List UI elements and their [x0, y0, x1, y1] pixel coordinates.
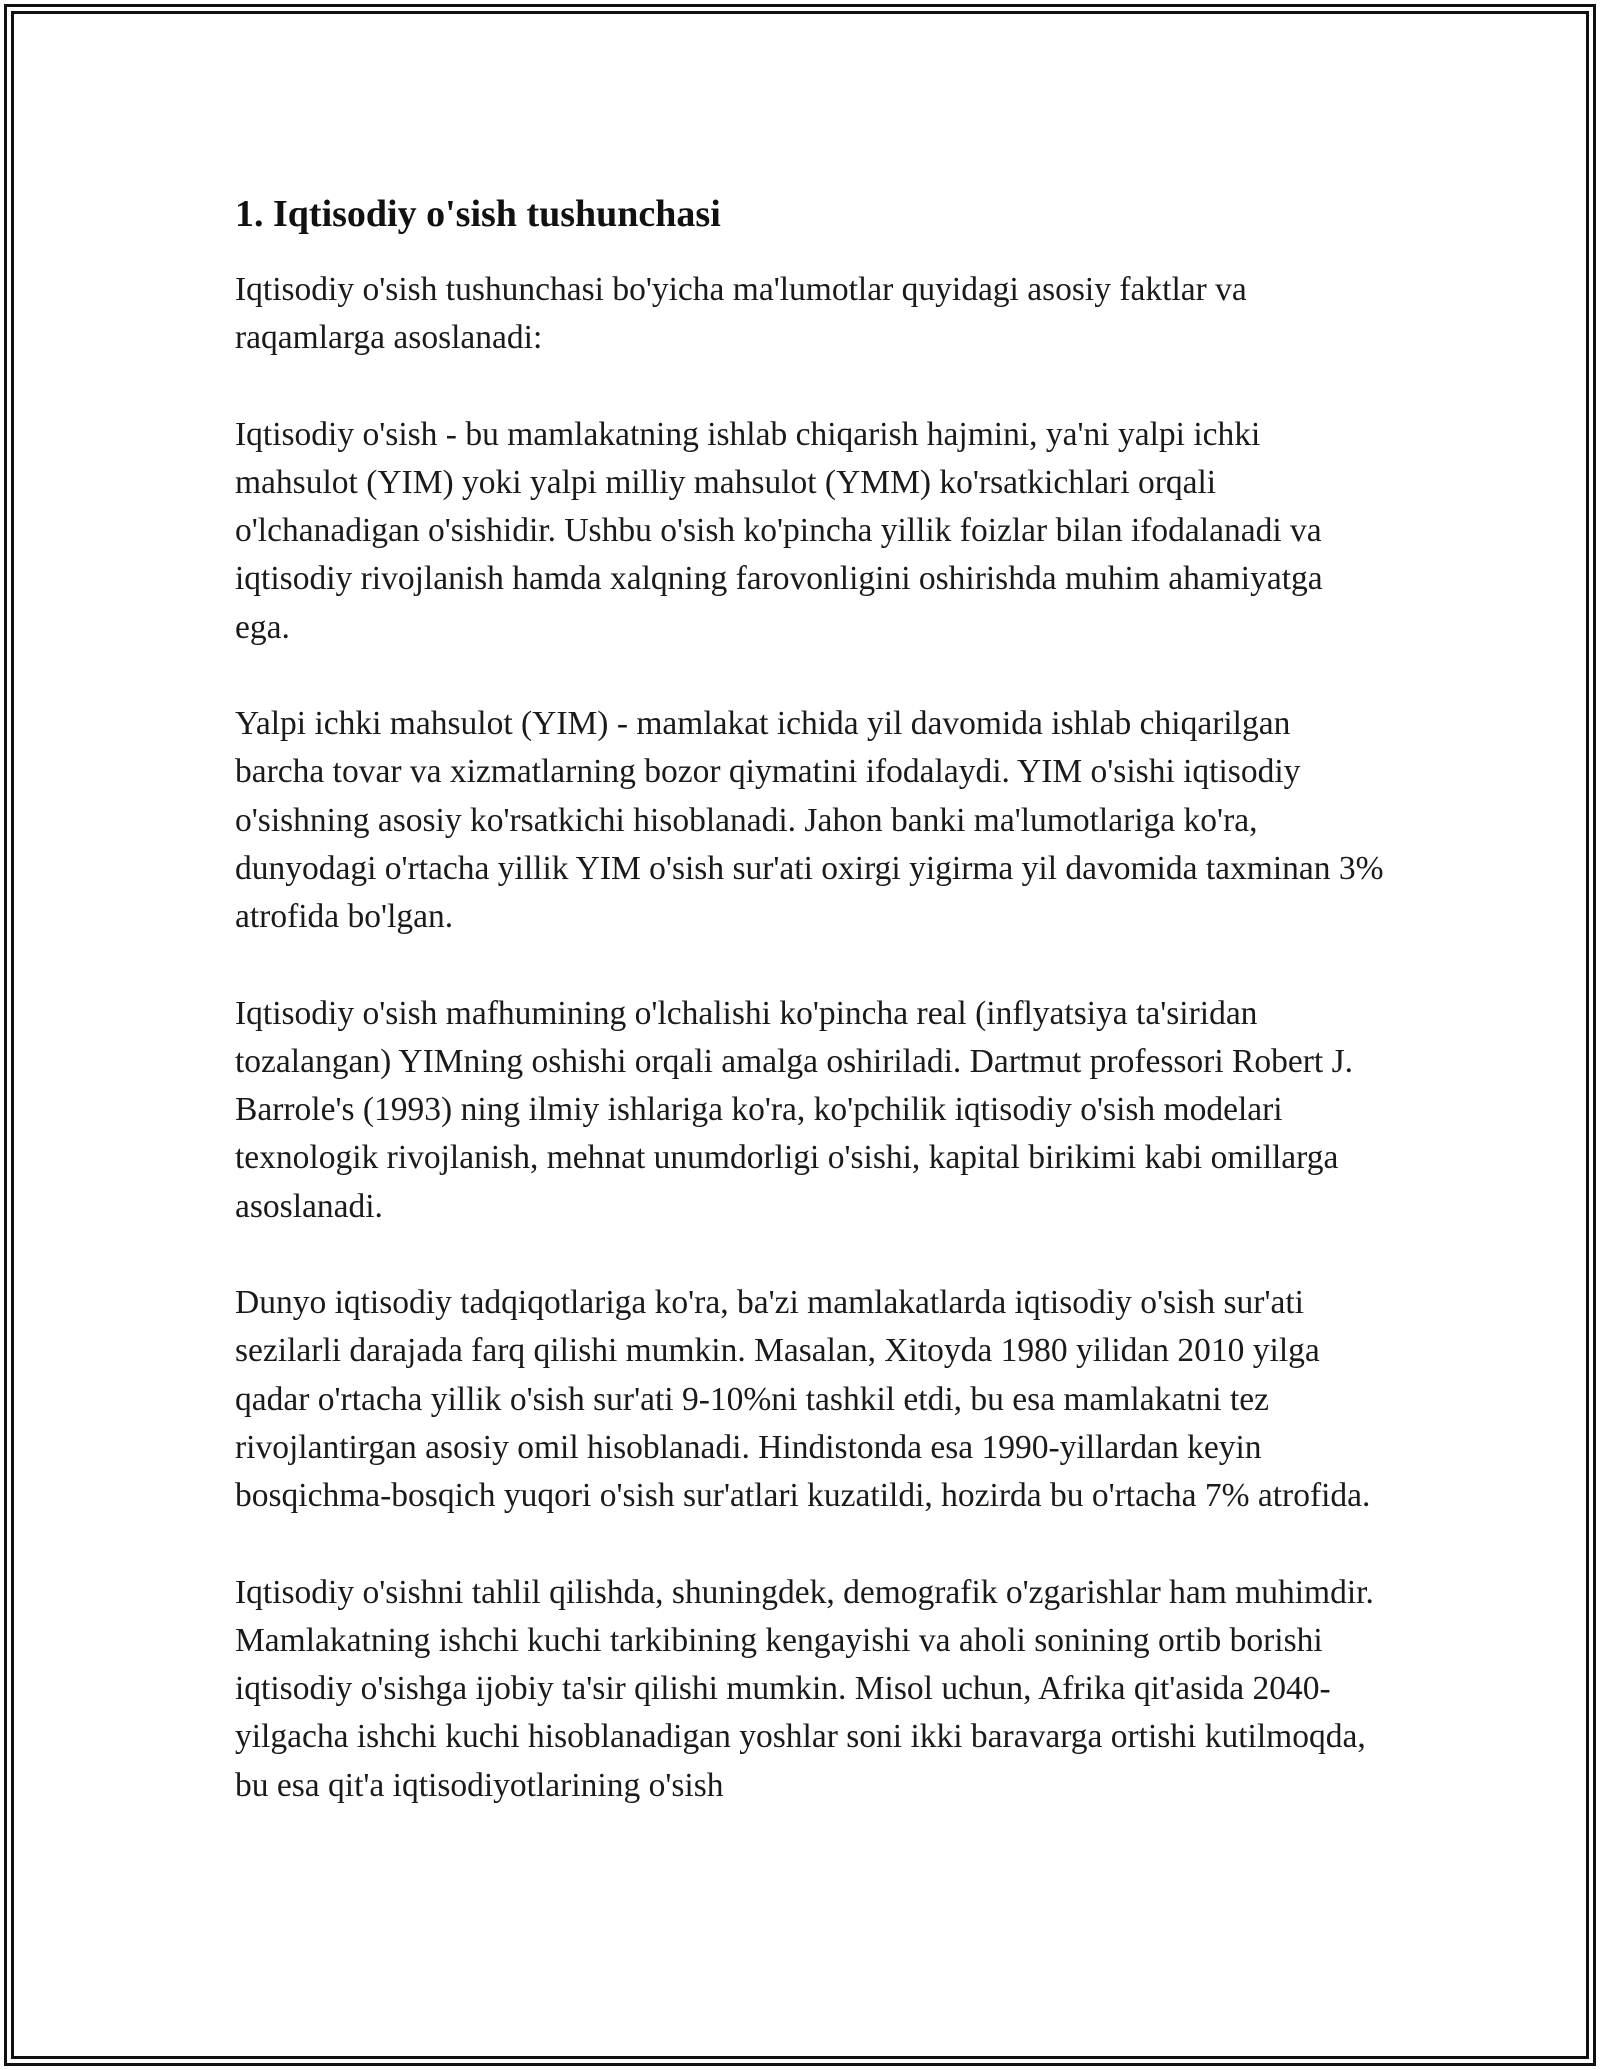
- paragraph-gdp: Yalpi ichki mahsulot (YIM) - mamlakat ichida yil davomida ishlab chiqarilgan barcha tovar va xizmatlarning bozor qiymatini ifodalaydi. YIM o'sishi iqtisodiy o'sishning asosiy ko'rsatkichi hisoblanadi. Jahon banki ma'lumotlariga ko'ra, dunyodagi o'rtacha yillik YIM o'sish sur'ati oxirgi yigirma yil davomida taxminan 3% atrofida bo'lgan.: [235, 705, 1384, 936]
- section-heading: 1. Iqtisodiy o'sish tushunchasi: [235, 193, 721, 235]
- paragraph-measurement: Iqtisodiy o'sish mafhumining o'lchalishi ko'pincha real (inflyatsiya ta'siridan tozalangan) YIMning oshishi orqali amalga oshiriladi. Dartmut professori Robert J. Barrole's (1993) ning ilmiy ishlariga ko'ra, ko'pchilik iqtisodiy o'sish modelari texnologik rivojlanish, mehnat unumdorligi o'sishi, kapital birikimi kabi omillarga asoslanadi.: [235, 994, 1353, 1225]
- paragraph-demographics: Iqtisodiy o'sishni tahlil qilishda, shuningdek, demografik o'zgarishlar ham muhimdir. Mamlakatning ishchi kuchi tarkibining kengayishi va aholi sonining ortib borishi iqtisodiy o'sishga ijobiy ta'sir qilishi mumkin. Misol uchun, Afrika qit'asida 2040-yilgacha ishchi kuchi hisoblanadigan yoshlar soni ikki baravarga ortishi kutilmoqda, bu esa qit'a iqtisodiyotlarining o'sish: [235, 1573, 1374, 1804]
- paragraph-country-examples: Dunyo iqtisodiy tadqiqotlariga ko'ra, ba'zi mamlakatlarda iqtisodiy o'sish sur'ati sezilarli darajada farq qilishi mumkin. Masalan, Xitoyda 1980 yilidan 2010 yilga qadar o'rtacha yillik o'sish sur'ati 9-10%ni tashkil etdi, bu esa mamlakatni tez rivojlantirgan asosiy omil hisoblanadi. Hindistonda esa 1990-yillardan keyin bosqichma-bosqich yuqori o'sish sur'atlari kuzatildi, hozirda bu o'rtacha 7% atrofida.: [235, 1284, 1371, 1515]
- paragraph-definition: Iqtisodiy o'sish - bu mamlakatning ishlab chiqarish hajmini, ya'ni yalpi ichki mahsulot (YIM) yoki yalpi milliy mahsulot (YMM) ko'rsatkichlari orqali o'lchanadigan o'sishidir. Ushbu o'sish ko'pincha yillik foizlar bilan ifodalanadi va iqtisodiy rivojlanish hamda xalqning farovonligini oshirishda muhim ahamiyatga ega.: [235, 415, 1323, 646]
- document-body: [235, 184, 1385, 1858]
- paragraph-intro: Iqtisodiy o'sish tushunchasi bo'yicha ma'lumotlar quyidagi asosiy faktlar va raqamlarga asoslanadi:: [235, 271, 1247, 357]
